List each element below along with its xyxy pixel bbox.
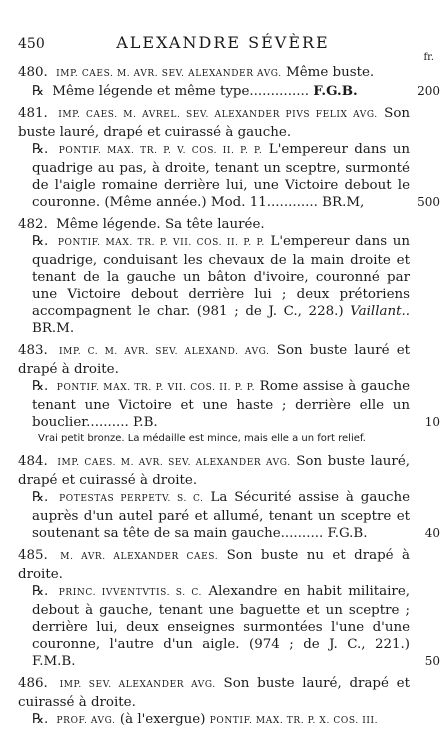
obverse-legend: IMP. CAES. M. AVR. SEV. ALEXANDER AVG. (57, 458, 291, 468)
reverse-description: L'empereur dans un quadrige au pas, à droite, tenant un sceptre, surmonté de l'aigle romaine derrière lui, une Victoire debout le couronne. (Même année.) Mod. 11............ (32, 142, 410, 210)
entry-number: 486. (18, 676, 48, 691)
reverse-481 (18, 141, 440, 211)
obverse-description: Son buste lauré, drapé et cuirassé à droite. (18, 454, 411, 488)
reverse-480 (18, 83, 440, 100)
reverse-483 (18, 378, 440, 431)
entry-number: 480. (18, 65, 48, 80)
entry-number: 481. (18, 106, 48, 121)
collection-mark: BR.M. (32, 321, 75, 336)
reverse-symbol: ℞ (32, 84, 45, 99)
entry-482 (18, 216, 410, 233)
page-number: 450 (18, 36, 45, 52)
price-column-label: fr. (423, 52, 434, 63)
reverse-description: Alexandre en habit militaire, debout à gauche, tenant une baguette et un sceptre ; derrière lui, deux enseignes surmontées l'une d'une couronne, l'autre d'un aigle. (974 ; de J. C., 221.) (32, 584, 410, 652)
author-reference: Vaillant.. (350, 304, 410, 319)
collection-mark: BR.M, (322, 195, 365, 210)
reverse-482 (18, 233, 410, 337)
reverse-symbol: ℞. (32, 142, 49, 157)
reverse-486 (18, 711, 410, 730)
exergue-note: (à l'exergue) (119, 712, 206, 727)
collection-mark: F.M.B. (32, 654, 76, 669)
collection-mark: F.G.B. (313, 83, 358, 99)
obverse-legend: IMP. CAES. M. AVR. SEV. ALEXANDER AVG. (56, 69, 282, 79)
reverse-symbol: ℞. (32, 490, 49, 505)
catalogue-body (18, 64, 440, 730)
entry-481 (18, 105, 410, 141)
reverse-485 (18, 583, 440, 670)
collection-mark: P.B. (133, 415, 158, 430)
reverse-symbol: ℞. (32, 712, 49, 727)
reverse-legend: POTESTAS PERPETV. S. C. (59, 494, 204, 504)
obverse-description: Son buste lauré, drapé et cuirassé à gauche. (18, 106, 410, 140)
entry-485 (18, 547, 410, 583)
price: 40 (424, 526, 440, 540)
entry-480 (18, 64, 410, 83)
obverse-legend: M. AVR. ALEXANDER CAES. (60, 552, 219, 562)
obverse-legend: IMP. SEV. ALEXANDER AVG. (59, 680, 216, 690)
reverse-description: Rome assise à gauche tenant une Victoire et une haste ; derrière elle un bouclier.......... (32, 379, 410, 430)
reverse-legend: PRINC. IVVENTVTIS. S. C. (58, 588, 202, 598)
obverse-description: Même légende. Sa tête laurée. (56, 217, 265, 232)
reverse-symbol: ℞. (32, 234, 49, 249)
price: 10 (424, 415, 440, 429)
reverse-description: La Sécurité assise à gauche auprès d'un autel paré et allumé, tenant un sceptre et soutenant sa tête de sa main gauche.......... (32, 490, 410, 541)
collection-mark: F.G.B. (327, 526, 368, 541)
price: 500 (417, 195, 440, 209)
entry-483 (18, 342, 410, 378)
reverse-legend: PONTIF. MAX. TR. P. V. COS. II. P. P. (58, 146, 263, 156)
footnote: Vrai petit bronze. La médaille est mince, mais elle a un fort relief. (38, 433, 366, 444)
obverse-description: Même buste. (285, 65, 375, 80)
obverse-description: Son buste nu et drapé à droite. (18, 548, 410, 582)
obverse-description: Son buste lauré, drapé et cuirassé à droite. (18, 676, 410, 710)
price: 50 (424, 654, 440, 668)
reverse-legend: PONTIF. MAX. TR. P. VII. COS. II. P. P. (56, 383, 256, 393)
reverse-symbol: ℞. (32, 584, 49, 599)
entry-number: 483. (18, 343, 48, 358)
entry-number: 484. (18, 454, 48, 469)
reverse-legend: PONTIF. MAX. TR. P. X. COS. III. (209, 716, 379, 726)
entry-number: 485. (18, 548, 48, 563)
entry-486 (18, 675, 410, 711)
reverse-description: L'empereur dans un quadrige, conduisant les chevaux de la main droite et tenant de la gauche un bâton d'ivoire, couronné par une Victoire debout derrière lui ; deux prétoriens accompagnent le char. (981 ; de J. C., 228.) (32, 234, 410, 319)
obverse-description: Son buste lauré et drapé à droite. (18, 343, 411, 377)
reverse-symbol: ℞. (32, 379, 49, 394)
entry-484 (18, 453, 410, 489)
obverse-legend: IMP. CAES. M. AVREL. SEV. ALEXANDER PIVS FELIX AVG. (58, 110, 378, 120)
reverse-legend-exergue: PROF. AVG. (56, 716, 116, 726)
obverse-legend: IMP. C. M. AVR. SEV. ALEXAND. AVG. (59, 347, 270, 357)
reverse-484 (18, 489, 440, 542)
reverse-description: Même légende et même type.............. (52, 84, 309, 99)
running-title: ALEXANDRE SÉVÈRE (116, 33, 330, 52)
entry-number: 482. (18, 217, 48, 232)
reverse-legend: PONTIF. MAX. TR. P. VII. COS. II. P. P. (57, 238, 265, 248)
price: 200 (417, 84, 440, 98)
